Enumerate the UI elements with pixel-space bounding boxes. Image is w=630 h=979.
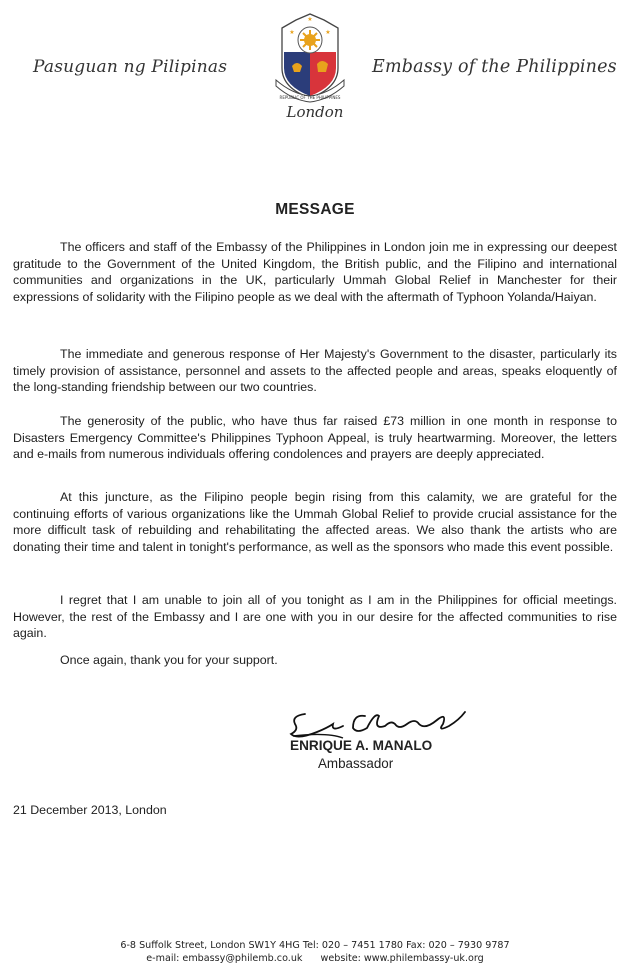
letterhead-right-text: Embassy of the Philippines	[372, 57, 617, 77]
footer-email-link[interactable]: e-mail: embassy@philemb.co.uk	[146, 953, 303, 964]
svg-text:REPUBLIC OF THE PHILIPPINES: REPUBLIC OF THE PHILIPPINES	[279, 95, 341, 100]
footer-address: 6-8 Suffolk Street, London SW1Y 4HG Tel: 020 – 7451 1780 Fax: 020 – 7930 9787	[120, 940, 510, 951]
paragraph: The immediate and generous response of Her Majesty's Government to the disaster, particularly its timely provision of assistance, personnel and assets to the affected people and areas, speaks eloquently of the long-standing friendship between our two countries.	[13, 347, 617, 395]
date-line: 21 December 2013, London	[13, 803, 167, 817]
svg-text:★: ★	[325, 30, 331, 36]
paragraph: I regret that I am unable to join all of you tonight as I am in the Philippines for official meetings. However, the rest of the Embassy and I are one with you in our desire for the affected communities to rise again.	[13, 593, 617, 641]
signatory-name: ENRIQUE A. MANALO	[290, 738, 433, 753]
signatory-title: Ambassador	[318, 756, 394, 771]
philippine-coat-of-arms-icon	[262, 10, 358, 106]
paragraph: Once again, thank you for your support.	[60, 653, 278, 667]
letterhead-city: London	[286, 103, 344, 121]
paragraph: The officers and staff of the Embassy of the Philippines in London join me in expressing our deepest gratitude to the Government of the United Kingdom, the British public, and the Filipino and international communities and organizations in the UK, particularly Ummah Global Relief in Manchester for their expressions of solidarity with the Filipino people as we deal with the aftermath of Typhoon Yolanda/Haiyan.	[13, 240, 617, 304]
paragraph: The generosity of the public, who have thus far raised £73 million in one month in response to Disasters Emergency Committee's Philippines Typhoon Appeal, is truly heartwarming. Moreover, the letters and e-mails from numerous individuals offering condolences and prayers are deeply appreciated.	[13, 414, 617, 462]
footer-website-link[interactable]: website: www.philembassy-uk.org	[320, 953, 484, 964]
svg-text:★: ★	[307, 17, 313, 23]
letterhead-left-text: Pasuguan ng Pilipinas	[33, 57, 228, 77]
document-title: MESSAGE	[275, 201, 355, 218]
footer-contact	[0, 953, 630, 964]
svg-text:★: ★	[289, 30, 295, 36]
paragraph: At this juncture, as the Filipino people begin rising from this calamity, we are grateful for the continuing efforts of various organizations like the Ummah Global Relief to provide crucial assistance for the more difficult task of rebuilding and rehabilitating the affected areas. We also thank the artists who are donating their time and talent in tonight's performance, as well as the sponsors who made this event possible.	[13, 490, 617, 554]
